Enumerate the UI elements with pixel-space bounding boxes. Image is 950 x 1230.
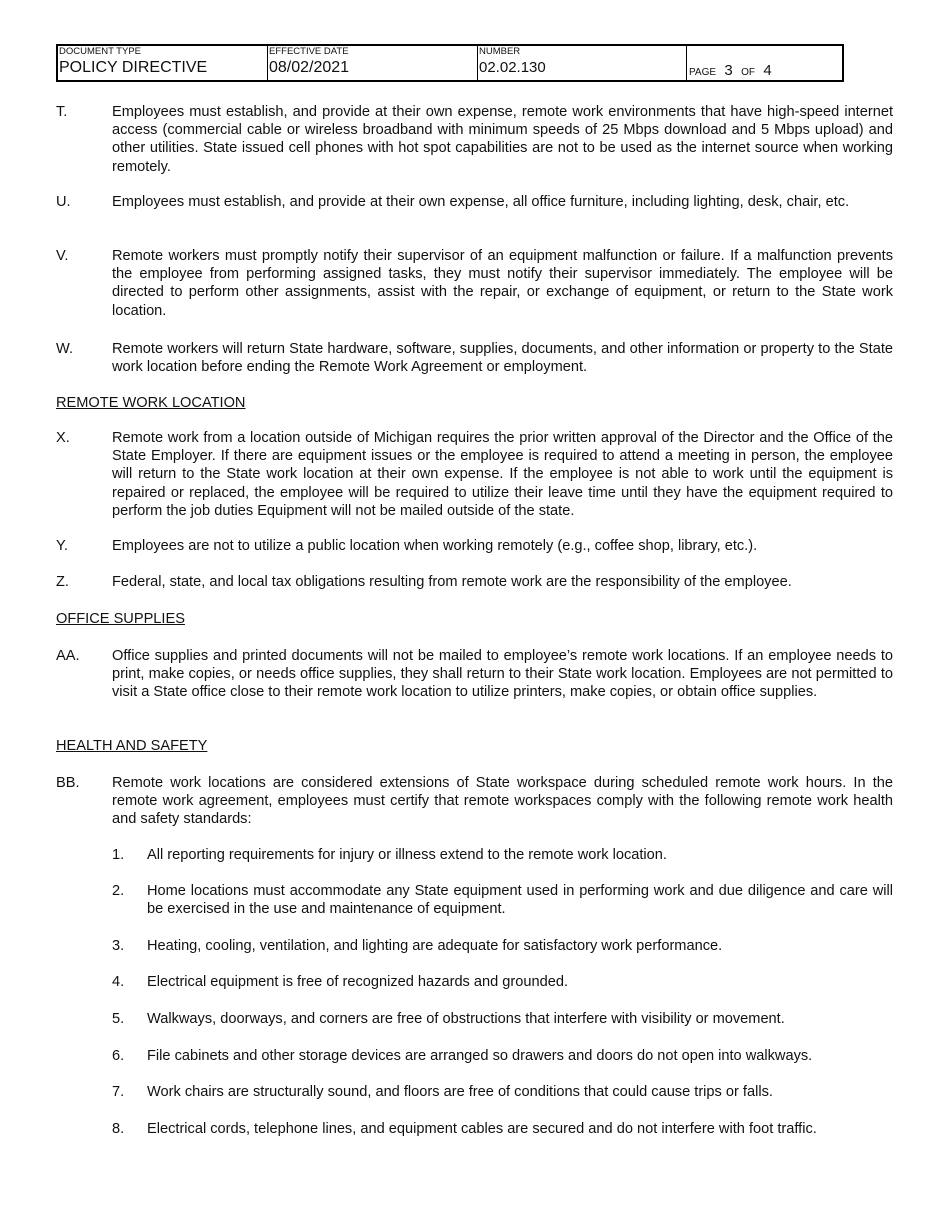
standard-label: 5.	[112, 1011, 125, 1027]
page-cell	[687, 46, 842, 80]
number-value: 02.02.130	[479, 59, 546, 76]
item-w	[56, 340, 893, 376]
standard-item-3	[112, 937, 893, 955]
heading-office-supplies: OFFICE SUPPLIES	[56, 611, 185, 627]
standard-text: Home locations must accommodate any State equipment used in performing work and due diligence and care will be exercised in the use and maintenance of equipment.	[147, 883, 893, 918]
standard-label: 4.	[112, 974, 125, 990]
item-label: AA.	[56, 648, 80, 664]
standard-label: 7.	[112, 1084, 125, 1100]
effective-date-value: 08/02/2021	[269, 59, 350, 76]
item-label: Z.	[56, 574, 69, 590]
item-z	[56, 573, 893, 591]
item-text: Remote work from a location outside of Michigan requires the prior written approval of the Director and the Office of the State Employer. If there are equipment issues or the employee is required to attend a meeting in person, the employee will return to the State work location at their own expense. If the employee is not able to work until the equipment is repaired or replaced, the employee will be required to utilize their leave time until they have the equipment required to perform the job duties Equipment will not be mailed outside of the state.	[112, 430, 893, 519]
item-label: Y.	[56, 538, 68, 554]
item-t	[56, 103, 893, 176]
standard-label: 8.	[112, 1121, 125, 1137]
item-text: Employees must establish, and provide at their own expense, remote work environments that have high-speed internet access (commercial cable or wireless broadband with minimum speeds of 25 Mbps download and 5 Mbps upload) and other utilities. State issued cell phones with hot spot capabilities are not to be used as the internet source when working remotely.	[112, 104, 893, 175]
item-text: Remote workers will return State hardware, software, supplies, documents, and other information or property to the State work location before ending the Remote Work Agreement or employment.	[112, 341, 893, 376]
document-type-label: DOCUMENT TYPE	[59, 46, 141, 57]
standard-text: Heating, cooling, ventilation, and lighting are adequate for satisfactory work performance.	[147, 938, 723, 954]
standard-text: All reporting requirements for injury or illness extend to the remote work location.	[147, 847, 667, 863]
standard-text: Electrical equipment is free of recognized hazards and grounded.	[147, 974, 569, 990]
item-label: V.	[56, 248, 69, 264]
effective-date-label: EFFECTIVE DATE	[269, 46, 349, 57]
document-type-value: POLICY DIRECTIVE	[59, 59, 208, 76]
standard-text: File cabinets and other storage devices are arranged so drawers and doors do not open into walkways.	[147, 1048, 813, 1064]
item-label: T.	[56, 104, 68, 120]
item-text: Remote workers must promptly notify their supervisor of an equipment malfunction or failure. If a malfunction prevents the employee from performing assigned tasks, they must notify their supervisor immediately. The employee will be directed to perform other assignments, assist with the repair, or exchange of equipment, or return to the State work location.	[112, 248, 893, 319]
standard-item-2	[112, 882, 893, 918]
page-number: 3	[724, 62, 733, 79]
standard-label: 2.	[112, 883, 125, 899]
item-label: U.	[56, 194, 71, 210]
page-label: PAGE	[689, 67, 717, 78]
number-cell	[478, 46, 687, 80]
item-aa	[56, 647, 893, 702]
item-text: Employees are not to utilize a public location when working remotely (e.g., coffee shop, library, etc.).	[112, 538, 758, 554]
item-v	[56, 247, 893, 320]
item-bb	[56, 774, 893, 829]
standard-item-4	[112, 973, 893, 991]
item-text: Remote work locations are considered extensions of State workspace during scheduled remote work hours. In the remote work agreement, employees must certify that remote workspaces comply with the following remote work health and safety standards:	[112, 775, 893, 828]
item-label: W.	[56, 341, 74, 357]
item-label: BB.	[56, 775, 80, 791]
standard-item-1	[112, 846, 893, 864]
effective-date-cell	[268, 46, 478, 80]
heading-health-and-safety: HEALTH AND SAFETY	[56, 738, 208, 754]
item-text: Office supplies and printed documents will not be mailed to employee’s remote work locations. If an employee needs to print, make copies, or needs office supplies, they shall return to their State work location. Employees are not permitted to visit a State office close to their remote work location to utilize printers, make copies, or obtain office supplies.	[112, 648, 893, 701]
page-total: 4	[763, 62, 772, 79]
standard-label: 1.	[112, 847, 125, 863]
item-x	[56, 429, 893, 520]
standard-label: 6.	[112, 1048, 125, 1064]
standard-label: 3.	[112, 938, 125, 954]
item-text: Federal, state, and local tax obligations resulting from remote work are the responsibility of the employee.	[112, 574, 792, 590]
document-type-cell	[58, 46, 268, 80]
standard-text: Work chairs are structurally sound, and floors are free of conditions that could cause trips or falls.	[147, 1084, 773, 1100]
document-header	[56, 44, 844, 82]
standard-item-5	[112, 1010, 893, 1028]
standard-text: Walkways, doorways, and corners are free of obstructions that interfere with visibility or movement.	[147, 1011, 785, 1027]
item-y	[56, 537, 893, 555]
number-label: NUMBER	[479, 46, 521, 57]
item-u	[56, 193, 893, 211]
heading-remote-work-location: REMOTE WORK LOCATION	[56, 395, 246, 411]
of-label: OF	[741, 67, 755, 78]
standard-item-8	[112, 1120, 893, 1138]
item-label: X.	[56, 430, 70, 446]
standard-item-7	[112, 1083, 893, 1101]
standard-text: Electrical cords, telephone lines, and equipment cables are secured and do not interfere with foot traffic.	[147, 1121, 817, 1137]
page-indicator	[689, 62, 772, 79]
standard-item-6	[112, 1047, 893, 1065]
item-text: Employees must establish, and provide at their own expense, all office furniture, including lighting, desk, chair, etc.	[112, 194, 850, 210]
